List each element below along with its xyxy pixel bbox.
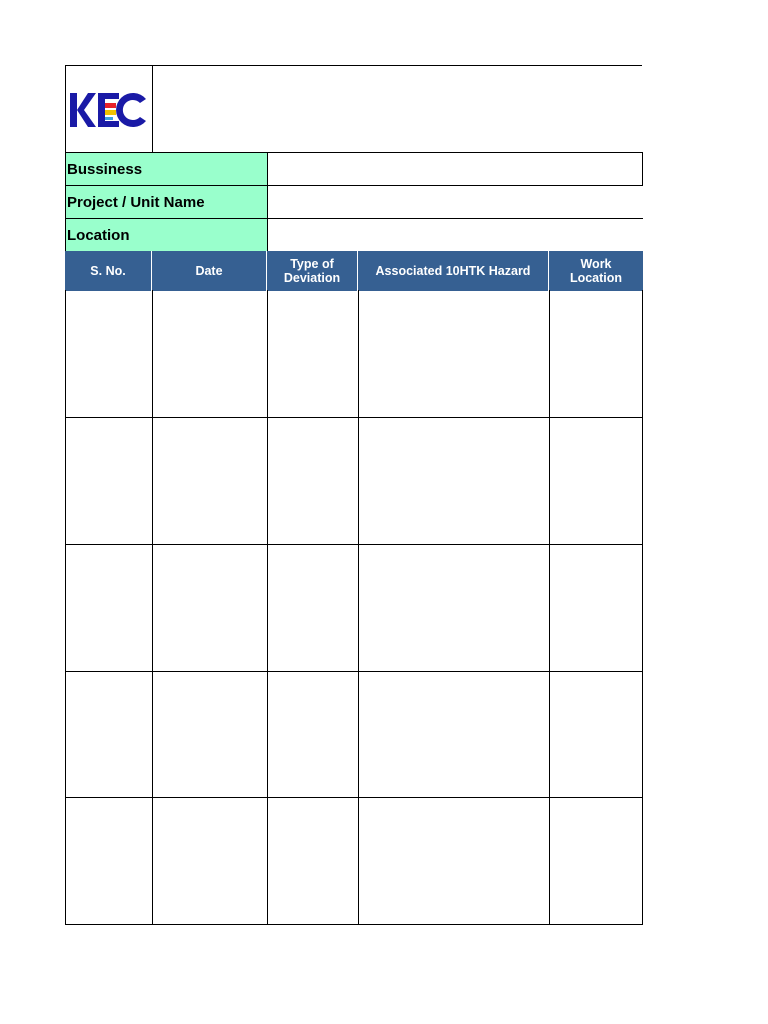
business-value-field[interactable] [267,152,643,186]
header-sno: S. No. [65,251,153,291]
header-associated-hazard: Associated 10HTK Hazard [358,251,550,291]
table-row[interactable] [65,797,643,924]
business-label: Bussiness [65,152,268,186]
location-label: Location [65,218,268,252]
project-unit-name-label: Project / Unit Name [65,185,268,219]
header-type-of-deviation: Type of Deviation [267,251,359,291]
project-unit-name-value-field[interactable] [267,185,643,219]
header-work-location: Work Location [549,251,643,291]
deviation-table-body [65,290,643,925]
table-row[interactable] [65,290,643,417]
table-row[interactable] [65,417,643,544]
table-row[interactable] [65,671,643,797]
document-title-area [152,65,642,153]
location-value-field[interactable] [267,218,643,252]
table-row[interactable] [65,544,643,671]
logo-cell [65,65,153,153]
header-date: Date [152,251,268,291]
kec-logo [70,91,148,129]
